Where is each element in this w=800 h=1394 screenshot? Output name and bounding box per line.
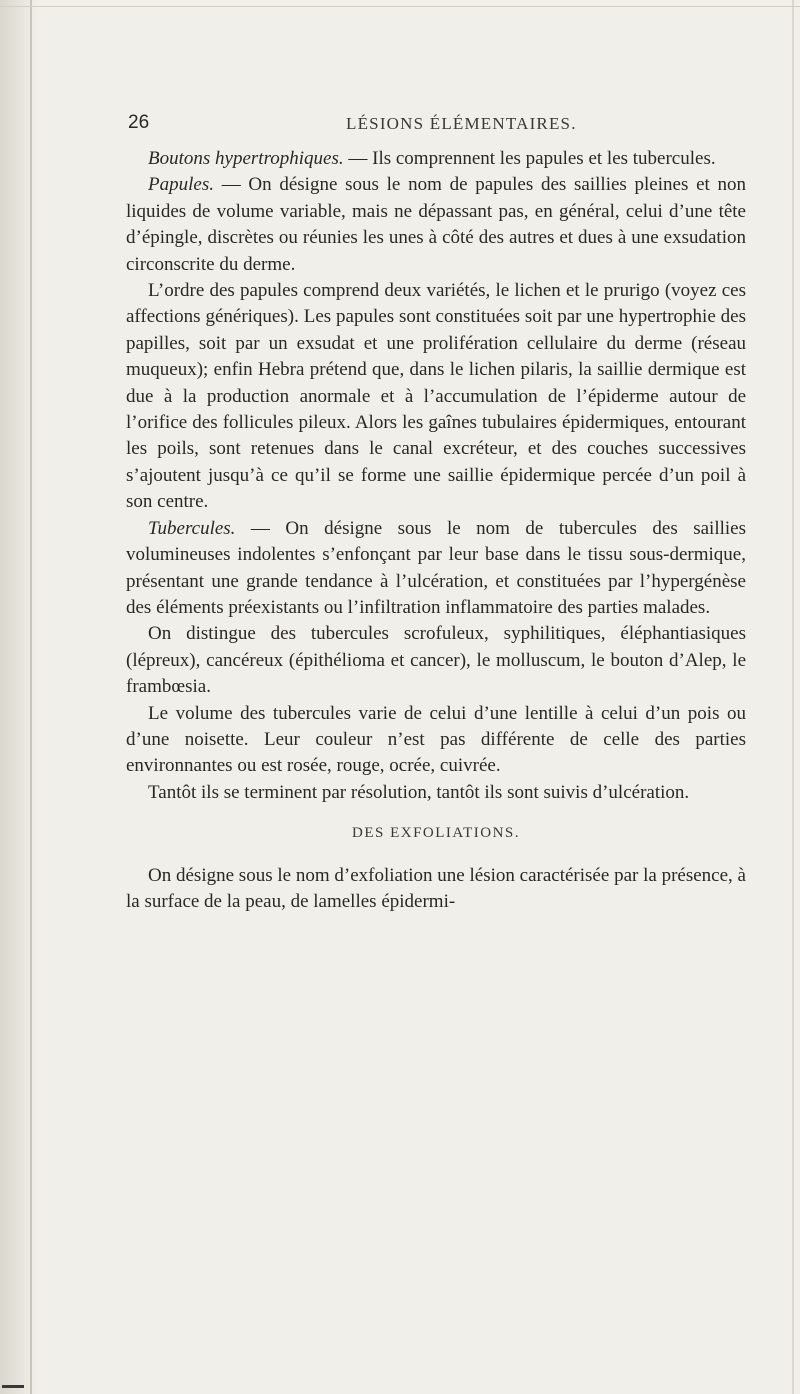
term-boutons: Boutons hypertrophiques. [148,148,344,169]
paragraph-text: — Ils comprennent les papules et les tubercules. [343,148,716,169]
page-number: 26 [128,112,150,133]
paragraph-text: — On désigne sous le nom de tubercules des saillies volumineuses indolentes s’enfonçant par leur base dans le tissu sous-dermique, présentant une grande tendance à l’ulcération, et constituées par l’hypergénèse des éléments préexistants ou l’infiltration inflammatoire des parties malades. [126,517,746,618]
section-heading-exfoliations: DES EXFOLIATIONS. [352,825,520,842]
paragraph-volume: Le volume des tubercules varie de celui d’une lentille à celui d’un pois ou d’une noisette. Leur couleur n’est pas différente de celle des parties environnantes ou est rosée, rouge, ocrée, cuivrée. [126,702,746,777]
paragraph-terminaison: Tantôt ils se terminent par résolution, tantôt ils sont suivis d’ulcération. [148,781,690,803]
paragraph-tubercules [126,516,746,622]
paragraph-boutons [126,146,746,172]
term-papules: Papules. [148,174,214,196]
page-top-edge [0,6,800,7]
binding-gutter [0,0,38,1394]
paragraph-papules [126,172,746,278]
page-right-edge [792,0,794,1394]
paragraph-exfoliation: On désigne sous le nom d’exfoliation une lésion caractérisée par la présence, à la surface de la peau, de lamelles épidermi- [126,864,746,912]
gutter-edge [30,0,32,1394]
page-header [128,112,728,142]
corner-mark [2,1385,24,1388]
body-text [126,146,746,915]
term-tubercules: Tubercules. [148,517,236,539]
running-head: LÉSIONS ÉLÉMENTAIRES. [346,114,577,133]
paragraph-text: — On désigne sous le nom de papules des saillies pleines et non liquides de volume variable, mais ne dépassant pas, en général, celui d’une tête d’épingle, discrètes ou réunies les unes à côté des autres et dues à une exsudation circonscrite du derme. [126,174,746,275]
paragraph-distingue: On distingue des tubercules scrofuleux, syphilitiques, éléphantiasiques (lépreux), cancéreux (épithélioma et cancer), le molluscum, le bouton d’Alep, le frambœsia. [126,623,746,698]
paragraph-ordre-papules: L’ordre des papules comprend deux variétés, le lichen et le prurigo (voyez ces affections génériques). Les papules sont constituées soit par une hypertrophie des papilles, soit par un exsudat et une prolifération cellulaire du derme (réseau muqueux); enfin Hebra prétend que, dans le lichen pilaris, la saillie dermique est due à la production anormale et à l’accumulation de l’épiderme autour de l’orifice des follicules pileux. Alors les gaînes tubulaires épidermiques, entourant les poils, sont retenues dans le canal excréteur, et des couches successives s’ajoutent jusqu’à ce qu’il se forme une saillie épidermique percée d’un poil à son centre. [126,280,746,513]
